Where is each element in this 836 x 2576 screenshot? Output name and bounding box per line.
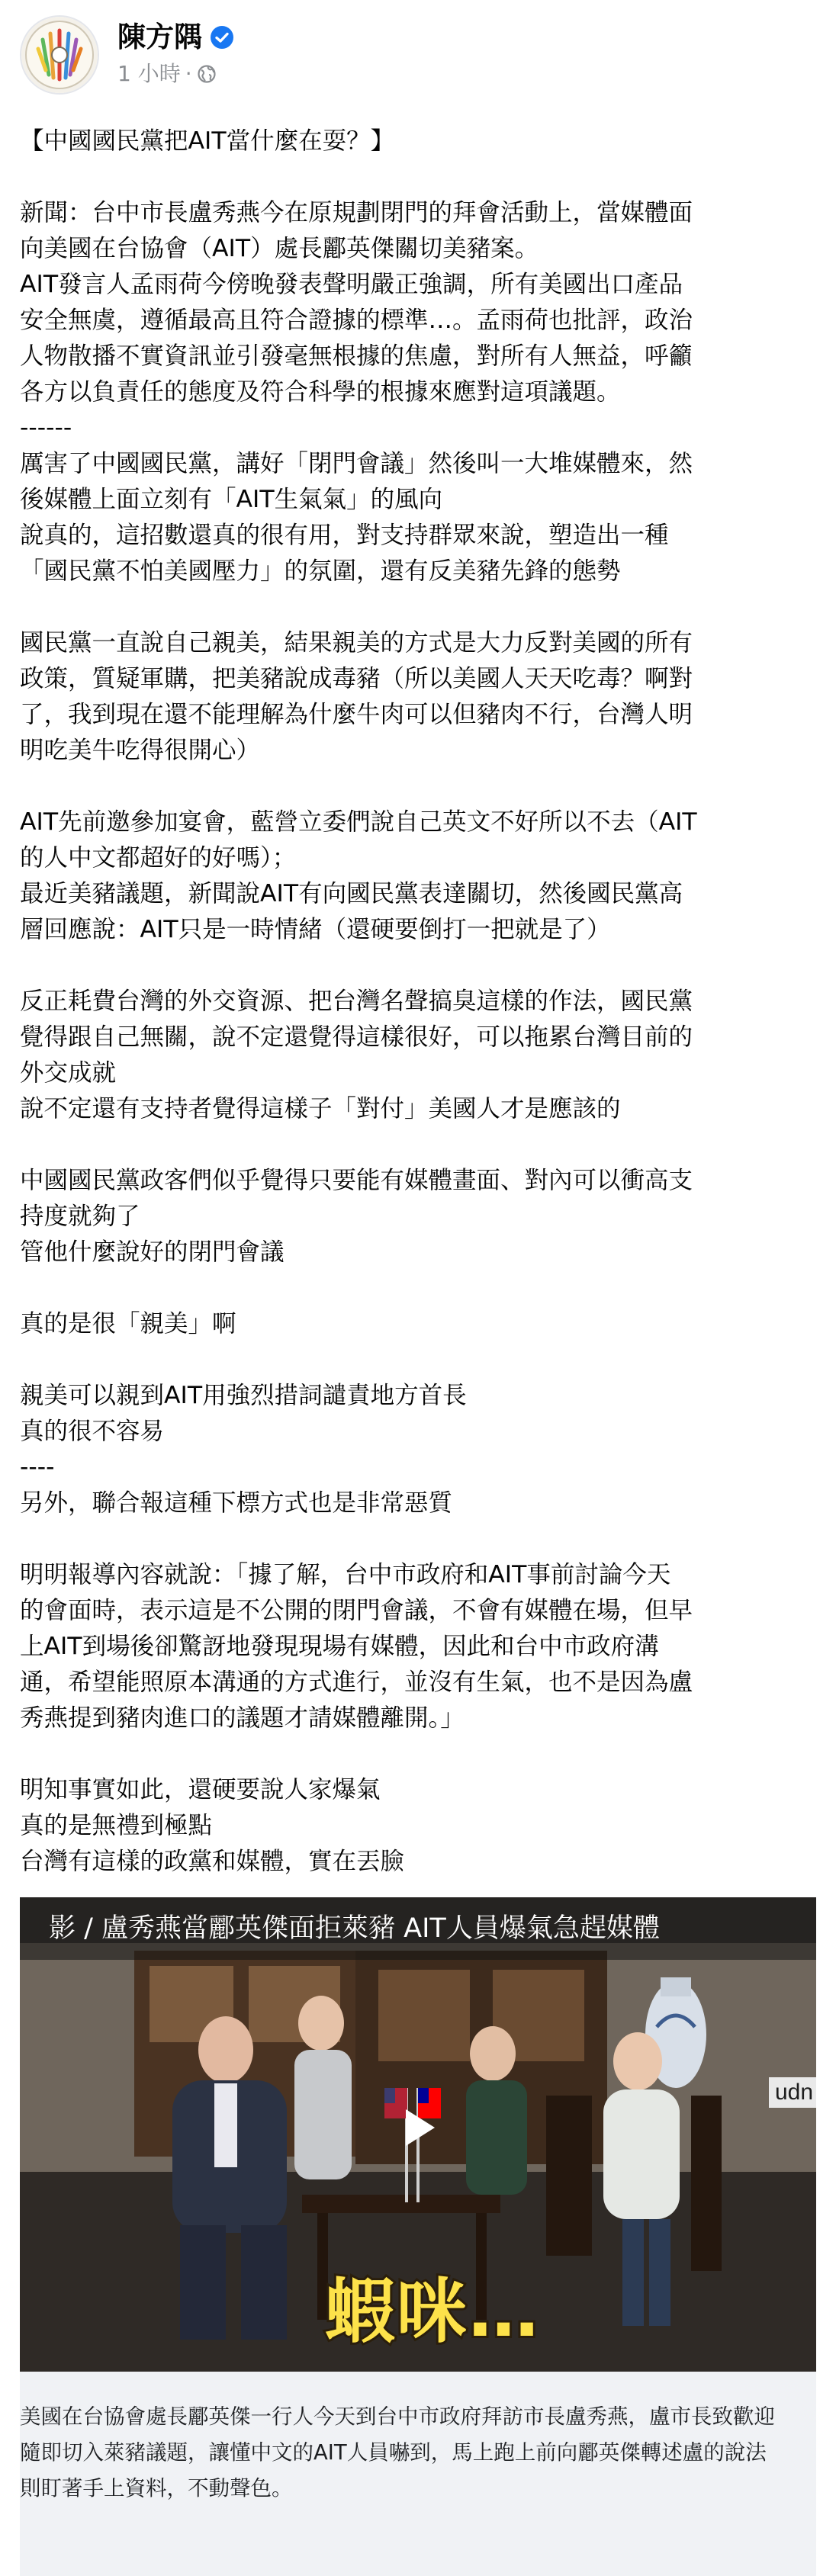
paragraph-gap	[20, 1521, 816, 1557]
paragraph-gap	[20, 1342, 816, 1378]
video-title[interactable]: 影 / 盧秀燕當酈英傑面拒萊豬 AIT人員爆氣急趕媒體	[20, 1897, 816, 1960]
paragraph-gap	[20, 1270, 816, 1306]
post-text-line: 各方以負責任的態度及符合科學的根據來應對這項議題。	[20, 378, 621, 406]
post-text-line: 台灣有這樣的政黨和媒體，實在丟臉	[20, 1848, 405, 1875]
author-row	[117, 20, 234, 55]
post-text-line: 後媒體上面立刻有「AIT生氣氣」的風向	[20, 486, 443, 513]
paragraph-gap	[20, 589, 816, 625]
post-text-line: 真的是很「親美」啊	[20, 1310, 236, 1338]
post-text-line: 真的很不容易	[20, 1418, 165, 1445]
avatar[interactable]	[20, 15, 99, 95]
post-text-line: 說真的，這招數還真的很有用，對支持群眾來說，塑造出一種	[20, 522, 669, 549]
post-paragraph	[20, 1772, 816, 1880]
post-text-line: 最近美豬議題，新聞說AIT有向國民黨表達關切，然後國民黨高	[20, 880, 683, 907]
post-text-line: 政策，質疑軍購，把美豬說成毒豬（所以美國人天天吃毒？啊對	[20, 665, 693, 692]
post-paragraph	[20, 984, 816, 1127]
post-timestamp[interactable]: 1 小時	[117, 61, 181, 86]
post-text-line: 明明報導內容就說：「據了解，台中市政府和AIT事前討論今天	[20, 1561, 671, 1588]
post-meta	[117, 15, 234, 87]
post-text-line: 持度就夠了	[20, 1203, 140, 1230]
post-text-line: 明吃美牛吃得很開心）	[20, 737, 261, 764]
paragraph-gap	[20, 1127, 816, 1163]
meta-separator: ·	[185, 61, 192, 86]
post-text-line: 層回應說：AIT只是一時情緒（還硬要倒打一把就是了）	[20, 916, 611, 943]
post-header	[20, 15, 234, 107]
post-text-line: 厲害了中國國民黨，講好「閉門會議」然後叫一大堆媒體來，然	[20, 450, 693, 477]
post-text-line: 向美國在台協會（AIT）處長酈英傑關切美豬案。	[20, 235, 539, 262]
video-caption-overlay: 蝦咪…	[325, 2271, 541, 2353]
channel-badge: udn	[769, 2077, 816, 2108]
post-paragraph	[20, 1306, 816, 1342]
avatar-image	[21, 17, 98, 93]
post-text-line: ----	[20, 1453, 55, 1481]
globe-icon[interactable]	[197, 64, 217, 84]
post-text-line: AIT先前邀參加宴會，藍營立委們說自己英文不好所以不去（AIT	[20, 808, 697, 836]
post-text-line: 另外，聯合報這種下標方式也是非常惡質	[20, 1489, 453, 1517]
post-paragraph	[20, 1557, 816, 1736]
verified-badge-icon	[210, 25, 234, 50]
timestamp-row	[117, 61, 234, 87]
paragraph-gap	[20, 948, 816, 984]
post-text-line: 安全無虞，遵循最高且符合證據的標準…。孟雨荷也批評，政治	[20, 307, 693, 334]
post-body	[20, 124, 816, 1880]
post-text-line: 說不定還有支持者覺得這樣子「對付」美國人才是應該的	[20, 1095, 621, 1123]
post-paragraph	[20, 1378, 816, 1521]
video-description-line: 隨即切入萊豬議題，讓懂中文的AIT人員嚇到，馬上跑上前向酈英傑轉述盧的說法	[20, 2440, 767, 2465]
post-text-line: 人物散播不實資訊並引發毫無根據的焦慮，對所有人無益，呼籲	[20, 342, 693, 370]
video-description	[20, 2372, 816, 2576]
post-text-line: 的會面時，表示這是不公開的閉門會議，不會有媒體在場，但早	[20, 1597, 693, 1624]
post-text-line: 國民黨一直說自己親美，結果親美的方式是大力反對美國的所有	[20, 629, 693, 657]
post-paragraph	[20, 195, 816, 589]
video-description-line: 則盯著手上資料，不動聲色。	[20, 2476, 293, 2501]
post-text-line: 【中國國民黨把AIT當什麼在耍？】	[20, 127, 395, 155]
post-text-line: 新聞：台中市長盧秀燕今在原規劃閉門的拜會活動上，當媒體面	[20, 199, 693, 226]
post-text-line: AIT發言人孟雨荷今傍晚發表聲明嚴正強調，所有美國出口產品	[20, 271, 683, 298]
post-text-line: 上AIT到場後卻驚訝地發現現場有媒體，因此和台中市政府溝	[20, 1633, 659, 1660]
post-text-line: 了，我到現在還不能理解為什麼牛肉可以但豬肉不行，台灣人明	[20, 701, 693, 728]
paragraph-gap	[20, 1736, 816, 1772]
post-paragraph	[20, 1163, 816, 1270]
post-text-line: 親美可以親到AIT用強烈措詞譴責地方首長	[20, 1382, 467, 1409]
author-name[interactable]: 陳方隅	[117, 21, 202, 53]
post-paragraph	[20, 805, 816, 948]
post-paragraph	[20, 124, 816, 159]
post-text-line: 真的是無禮到極點	[20, 1812, 213, 1839]
paragraph-gap	[20, 769, 816, 805]
post-paragraph	[20, 625, 816, 769]
paragraph-gap	[20, 159, 816, 195]
post-text-line: 通，希望能照原本溝通的方式進行，並沒有生氣，也不是因為盧	[20, 1669, 693, 1696]
post-text-line: 外交成就	[20, 1059, 117, 1087]
post-text-line: 反正耗費台灣的外交資源、把台灣名聲搞臭這樣的作法，國民黨	[20, 988, 693, 1015]
post-text-line: 的人中文都超好的好嗎）；	[20, 844, 297, 872]
video-player[interactable]	[20, 1897, 816, 2372]
video-description-line: 美國在台協會處長酈英傑一行人今天到台中市政府拜訪市長盧秀燕，盧市長致歡迎	[20, 2404, 775, 2429]
post-text-line: 秀燕提到豬肉進口的議題才請媒體離開。」	[20, 1704, 465, 1732]
post-text-line: 覺得跟自己無關，說不定還覺得這樣很好，可以拖累台灣目前的	[20, 1023, 693, 1051]
play-icon[interactable]	[395, 2105, 441, 2150]
post-text-line: 明知事實如此，還硬要說人家爆氣	[20, 1776, 381, 1804]
post-text-line: 中國國民黨政客們似乎覺得只要能有媒體畫面、對內可以衝高支	[20, 1167, 693, 1194]
post-text-line: 「國民黨不怕美國壓力」的氛圍，還有反美豬先鋒的態勢	[20, 557, 621, 585]
post-text-line: ------	[20, 414, 72, 442]
post-text-line: 管他什麼說好的閉門會議	[20, 1238, 285, 1266]
